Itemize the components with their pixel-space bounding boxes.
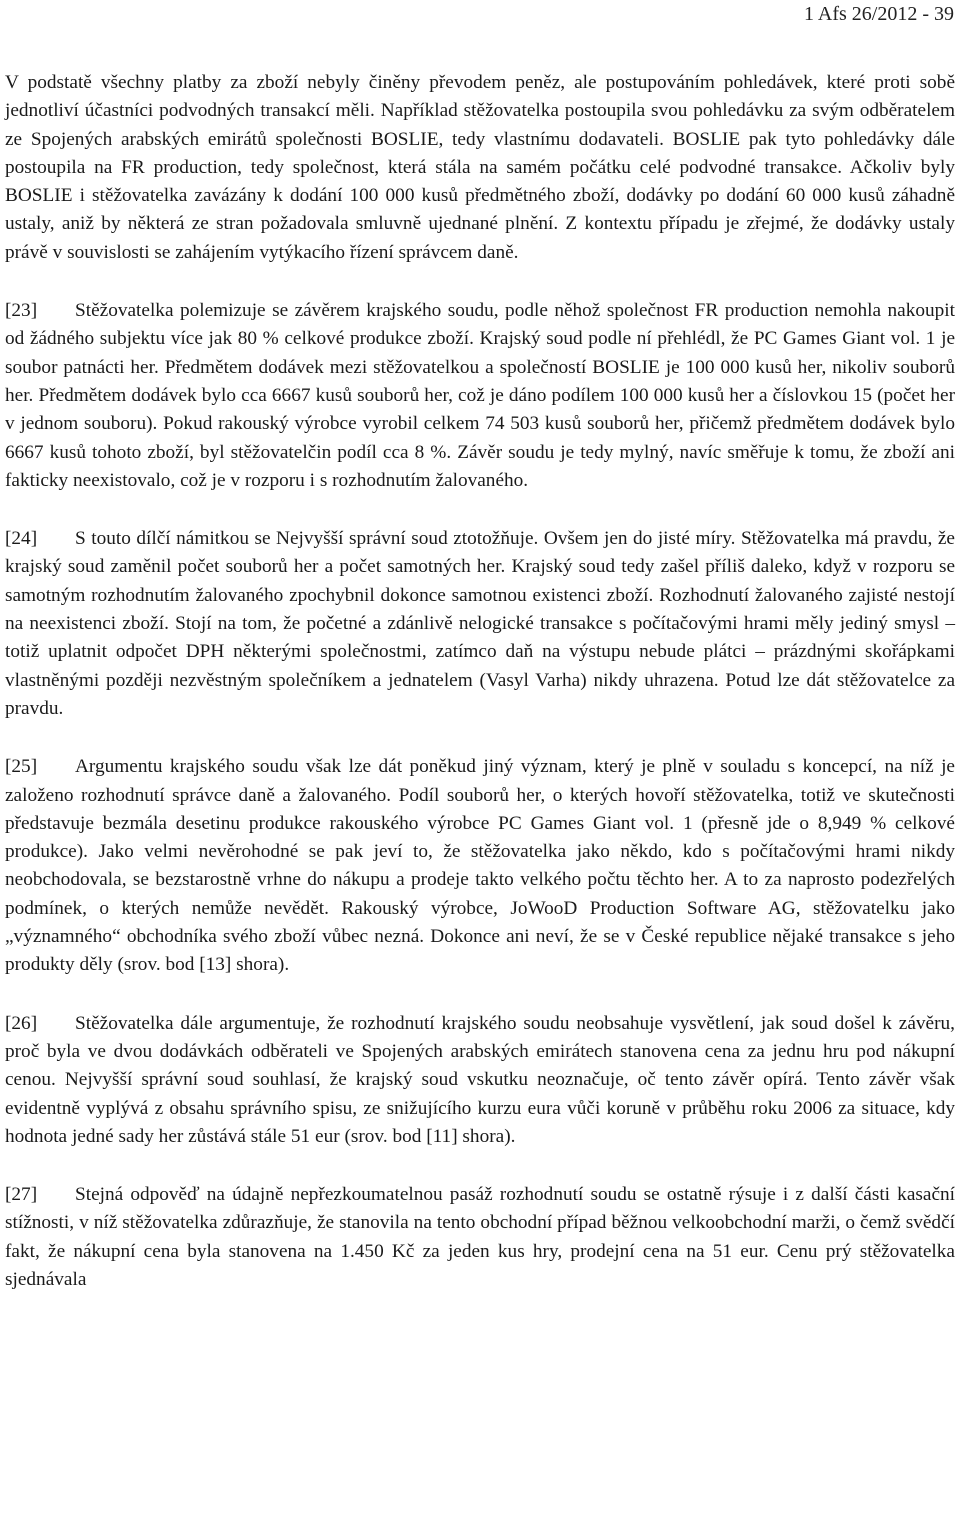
paragraph-text: Argumentu krajského soudu však lze dát poněkud jiný význam, který je plně v souladu s koncepcí, na níž je založeno rozhodnutí správce daně a žalovaného. Podíl souborů her, o kterých hovoří stěžovatelka, totiž ve skutečnosti představuje bezmála desetinu produkce rakouského výrobce PC Games Giant vol. 1 (přesně jde o 8,949 % celkové produkce). Jako velmi nevěrohodné se pak jeví to, že stěžovatelka jako někdo, kdo s počítačovými hrami nikdy neobchodovala, se bezstarostně vrhne do nákupu a prodeje takto velkého počtu těchto her. A to za naprosto podezřelých podmínek, o kterých nemůže nevědět. Rakouský výrobce, JoWooD Production Software AG, stěžovatelku jako „významného“ obchodníka svého zboží vůbec nezná. Dokonce ani neví, že se v České republice nějaké transakce s jeho produkty děly (srov. bod [13] shora).: [5, 756, 955, 976]
paragraph-text: Stěžovatelka polemizuje se závěrem krajského soudu, podle něhož společnost FR production nemohla nakoupit od žádného subjektu více jak 80 % celkové produkce zboží. Krajský soud podle ní přehlédl, že PC Games Giant vol. 1 je soubor patnácti her. Předmětem dodávek mezi stěžovatelkou a společností BOSLIE je 100 000 kusů her, nikoliv souborů her. Předmětem dodávek bylo cca 6667 kusů souborů her, což je dáno podílem 100 000 kusů her a číslovkou 15 (počet her v jednom souboru). Pokud rakouský výrobce vyrobil celkem 74 503 kusů souborů her, přičemž předmětem dodávek bylo 6667 kusů tohoto zboží, byl stěžovatelčin podíl cca 8 %. Závěr soudu je tedy mylný, navíc směřuje k tomu, že zboží ani fakticky neexistovalo, což je v rozporu i s rozhodnutím žalovaného.: [5, 300, 955, 491]
paragraph-number: [25]: [5, 756, 38, 778]
paragraph-27: [5, 1181, 955, 1294]
paragraph-24: [5, 525, 955, 723]
paragraph-text: Stěžovatelka dále argumentuje, že rozhodnutí krajského soudu neobsahuje vysvětlení, jak soud došel k závěru, proč byla ve dvou dodávkách odběrateli ve Spojených arabských emirátech stanovena cena za jednu hru pod nákupní cenou. Nejvyšší správní soud souhlasí, že krajský soud vskutku neoznačuje, oč tento závěr opírá. Tento závěr však evidentně vyplývá z obsahu správního spisu, ze snižujícího kurzu eura vůči koruně v průběhu roku 2006 za situace, kdy hodnota jedné sady her zůstává stále 51 eur (srov. bod [11] shora).: [5, 1012, 955, 1147]
paragraph-26: [5, 1010, 955, 1151]
paragraph-23: [5, 297, 955, 495]
paragraph-number: [27]: [5, 1184, 38, 1206]
page-reference: 1 Afs 26/2012 - 39: [804, 3, 954, 25]
paragraph-text: S touto dílčí námitkou se Nejvyšší správní soud ztotožňuje. Ovšem jen do jisté míry. Stěžovatelka má pravdu, že krajský soud zaměnil počet souborů her a počet samotných her. Krajský soud tedy zašel příliš daleko, když v rozporu se samotným rozhodnutím žalovaného zpochybnil dokonce samotnou existenci zboží. Rozhodnutí žalovaného zajisté nestojí na neexistenci zboží. Stojí na tom, že početné a zdánlivě nelogické transakce s počítačovými hrami měly jediný smysl – totiž uplatnit odpočet DPH některými společnostmi, zatímco daň na výstupu nebude plátci – prázdnými skořápkami vlastněnými později nezvěstným společníkem a jednatelem (Vasyl Varha) nikdy uhrazena. Potud lze dát stěžovatelce za pravdu.: [5, 528, 955, 719]
paragraph-number: [26]: [5, 1012, 38, 1034]
paragraph-25: [5, 753, 955, 979]
paragraph-text: V podstatě všechny platby za zboží nebyly činěny převodem peněz, ale postupováním pohledávek, které proti sobě jednotliví účastníci podvodných transakcí měli. Například stěžovatelka postoupila svou pohledávku za svým odběratelem ze Spojených arabských emirátů společnosti BOSLIE, tedy vlastnímu dodavateli. BOSLIE pak tyto pohledávky dále postoupila na FR production, tedy společnost, která stála na samém počátku celé podvodné transakce. Ačkoliv byly BOSLIE i stěžovatelka zavázány k dodání 100 000 kusů předmětného zboží, dodávky po dodání 60 000 kusů záhadně ustaly, aniž by některá ze stran požadovala smluvně ujednané plnění. Z kontextu případu je zřejmé, že dodávky ustaly právě v souvislosti se zahájením vytýkacího řízení správcem daně.: [5, 72, 955, 263]
paragraph-number: [24]: [5, 528, 38, 550]
document-body: [5, 69, 955, 1324]
paragraph-text: Stejná odpověď na údajně nepřezkoumatelnou pasáž rozhodnutí soudu se ostatně rýsuje i z další části kasační stížnosti, v níž stěžovatelka zdůrazňuje, že stanovila na tento obchodní případ běžnou velkoobchodní marži, o čemž svědčí fakt, že nákupní cena byla stanovena na 1.450 Kč za jeden kus hry, prodejní cena na 51 eur. Cenu prý stěžovatelka sjednávala: [5, 1184, 955, 1290]
paragraph-intro: [5, 69, 955, 267]
paragraph-number: [23]: [5, 300, 38, 322]
